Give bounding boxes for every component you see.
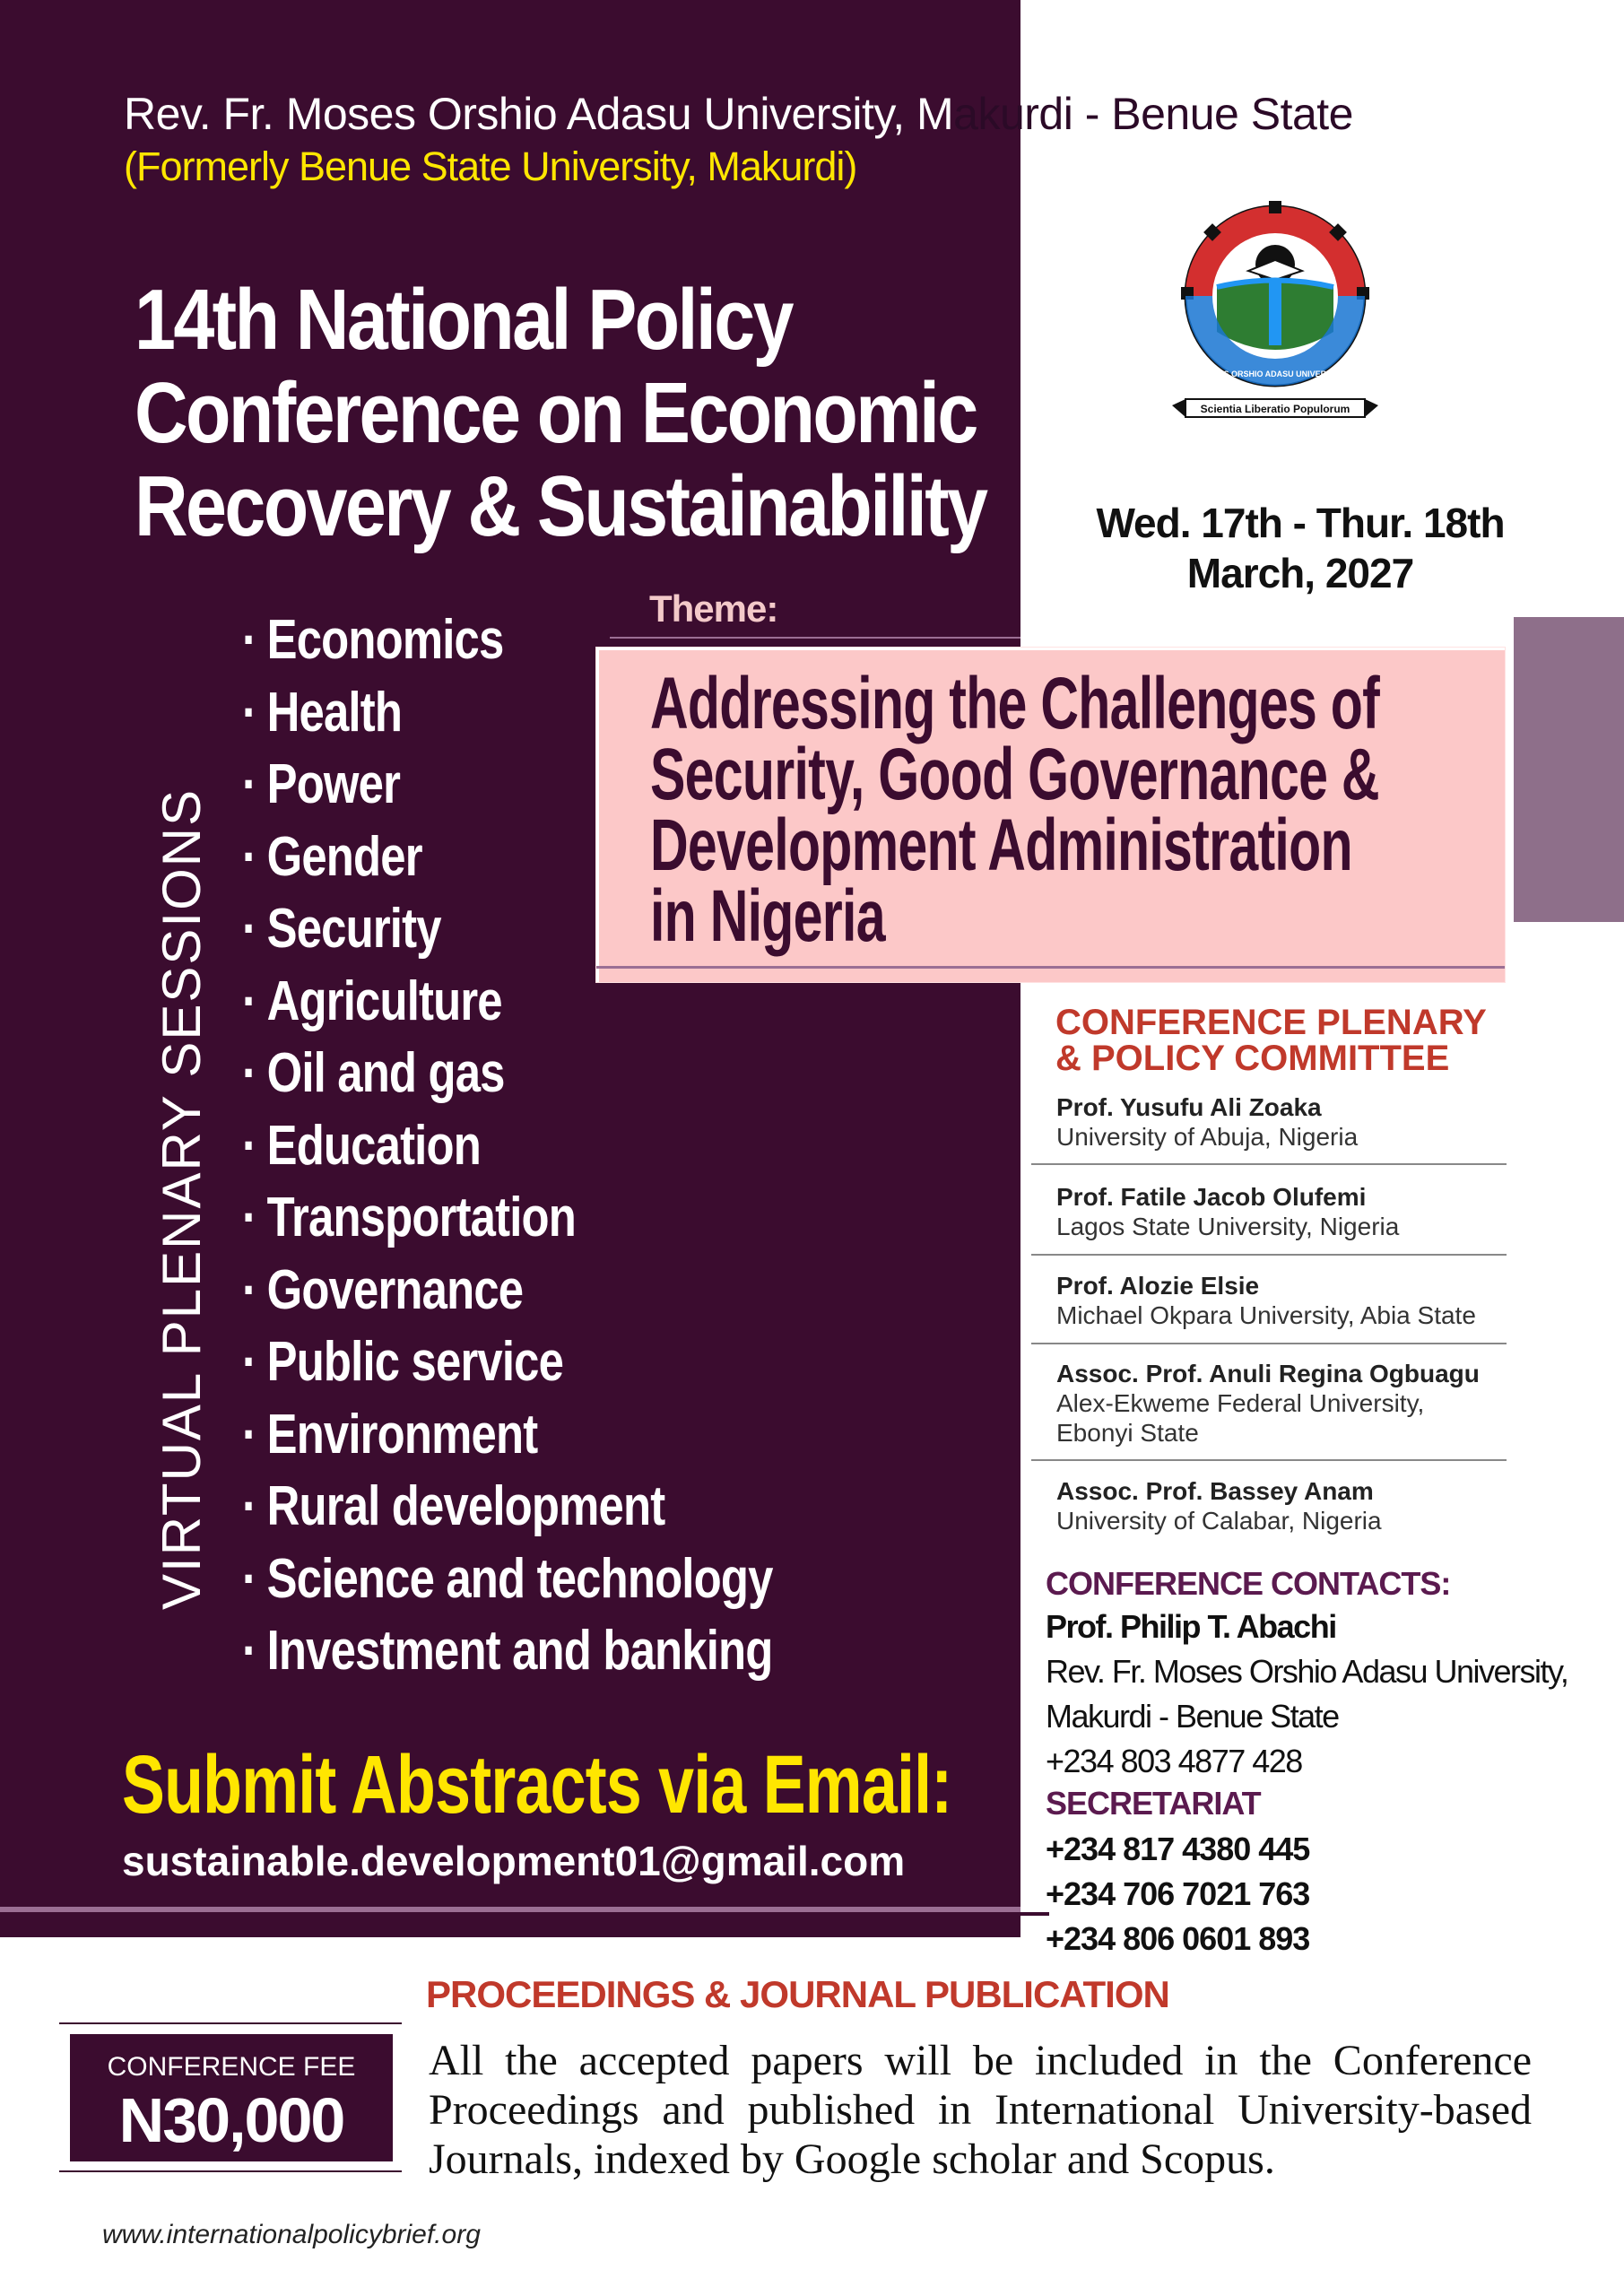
title-line-3: Recovery & Sustainability — [135, 458, 986, 554]
member-divider — [1031, 1459, 1507, 1461]
logo-motto: Scientia Liberatio Populorum — [1200, 403, 1350, 415]
university-former-name: (Formerly Benue State University, Makurdi) — [124, 144, 857, 189]
member-institution: University of Abuja, Nigeria — [1056, 1123, 1359, 1151]
submission-email[interactable]: sustainable.development01@gmail.com — [122, 1838, 906, 1884]
session-item: · Economics — [242, 609, 504, 671]
theme-line-2: Security, Good Governance & — [650, 734, 1379, 815]
date-line-2: March, 2027 — [1186, 550, 1414, 596]
university-name-part1: Rev. Fr. Moses Orshio Adasu University, M — [124, 89, 954, 139]
session-item: · Public service — [242, 1331, 564, 1393]
website-link[interactable]: www.internationalpolicybrief.org — [102, 2220, 481, 2249]
member-divider — [1031, 1343, 1507, 1344]
conference-date — [1067, 498, 1533, 598]
committee-title-line-1: CONFERENCE PLENARY — [1055, 1003, 1487, 1042]
committee-member — [1056, 1271, 1594, 1330]
contacts-title: CONFERENCE CONTACTS: — [1046, 1565, 1451, 1602]
committee-member — [1056, 1182, 1594, 1241]
member-name: Prof. Alozie Elsie — [1056, 1272, 1260, 1300]
committee-member — [1056, 1092, 1594, 1152]
fee-label: CONFERENCE FEE — [107, 2052, 356, 2082]
submit-abstracts-heading: Submit Abstracts via Email: — [122, 1739, 952, 1831]
session-item: · Science and technology — [242, 1547, 773, 1610]
panel-bottom-rule — [0, 1907, 1020, 1912]
fee-amount: N30,000 — [118, 2085, 344, 2155]
contact-name: Prof. Philip T. Abachi — [1046, 1608, 1336, 1645]
fee-bottom-rule — [59, 2170, 402, 2172]
session-item: · Health — [242, 681, 403, 744]
session-item: · Power — [242, 753, 401, 815]
secretariat-title: SECRETARIAT — [1046, 1785, 1261, 1822]
title-line-2: Conference on Economic — [135, 365, 977, 461]
member-divider — [1031, 1163, 1507, 1165]
secretariat-phone: +234 817 4380 445 — [1046, 1831, 1310, 1867]
session-item: · Transportation — [242, 1187, 577, 1248]
panel-bottom-rule-extension — [1013, 1912, 1049, 1916]
session-item: · Oil and gas — [242, 1042, 505, 1104]
member-name: Prof. Yusufu Ali Zoaka — [1056, 1093, 1322, 1121]
proceedings-title: PROCEEDINGS & JOURNAL PUBLICATION — [426, 1973, 1169, 2015]
session-item: · Governance — [242, 1258, 524, 1321]
fee-top-rule — [59, 2022, 402, 2024]
session-item: · Education — [242, 1114, 481, 1177]
member-institution-line-2: Ebonyi State — [1056, 1419, 1199, 1447]
university-logo — [1163, 197, 1387, 422]
conference-title — [135, 272, 986, 554]
session-item: · Investment and banking — [242, 1620, 773, 1682]
virtual-plenary-sessions-heading: VIRTUAL PLENARY SESSIONS — [152, 787, 212, 1610]
theme-label: Theme: — [649, 587, 778, 630]
committee-title-line-2: & POLICY COMMITTEE — [1055, 1039, 1450, 1078]
theme-box-underline — [596, 966, 1505, 969]
session-item: · Security — [242, 898, 441, 960]
decorative-side-bar — [1514, 617, 1624, 922]
proceedings-text: All the accepted papers will be included in the Conference Proceedings and published in International University-based Journals, indexed by Google scholar and Scopus. — [429, 2037, 1532, 2183]
committee-member — [1056, 1476, 1594, 1535]
university-name-part2: akurdi - Benue State — [953, 89, 1353, 139]
logo-ring-text: REV. FR. MOSES ORSHIO ADASU UNIVERSITY, MAKURDI — [1164, 370, 1386, 378]
contact-phone: +234 803 4877 428 — [1046, 1743, 1302, 1779]
title-line-1: 14th National Policy — [135, 272, 792, 368]
session-item: · Gender — [242, 825, 422, 888]
university-name — [124, 88, 1353, 140]
member-institution: University of Calabar, Nigeria — [1056, 1507, 1382, 1535]
conference-fee-box — [70, 2034, 393, 2161]
session-item: · Environment — [242, 1403, 538, 1465]
secretariat-phone: +234 706 7021 763 — [1046, 1875, 1310, 1912]
committee-title — [1055, 1004, 1487, 1076]
theme-line-1: Addressing the Challenges of — [650, 663, 1380, 744]
member-name: Assoc. Prof. Anuli Regina Ogbuagu — [1056, 1360, 1480, 1387]
theme-line-4: in Nigeria — [650, 875, 885, 957]
member-institution: Michael Okpara University, Abia State — [1056, 1301, 1476, 1329]
committee-member — [1056, 1359, 1594, 1448]
date-line-1: Wed. 17th - Thur. 18th — [1096, 500, 1505, 546]
theme-text — [650, 663, 1489, 957]
contact-institution: Rev. Fr. Moses Orshio Adasu University, — [1046, 1653, 1568, 1690]
session-item: · Rural development — [242, 1475, 665, 1537]
member-divider — [1031, 1254, 1507, 1256]
session-item: · Agriculture — [242, 970, 502, 1032]
secretariat-phone: +234 806 0601 893 — [1046, 1920, 1310, 1957]
member-name: Assoc. Prof. Bassey Anam — [1056, 1477, 1374, 1505]
theme-divider — [610, 637, 1020, 639]
contact-institution-line-2: Makurdi - Benue State — [1046, 1698, 1339, 1735]
member-institution: Lagos State University, Nigeria — [1056, 1213, 1400, 1240]
member-name: Prof. Fatile Jacob Olufemi — [1056, 1183, 1367, 1211]
member-institution: Alex-Ekweme Federal University, — [1056, 1389, 1425, 1417]
theme-line-3: Development Administration — [650, 804, 1352, 886]
